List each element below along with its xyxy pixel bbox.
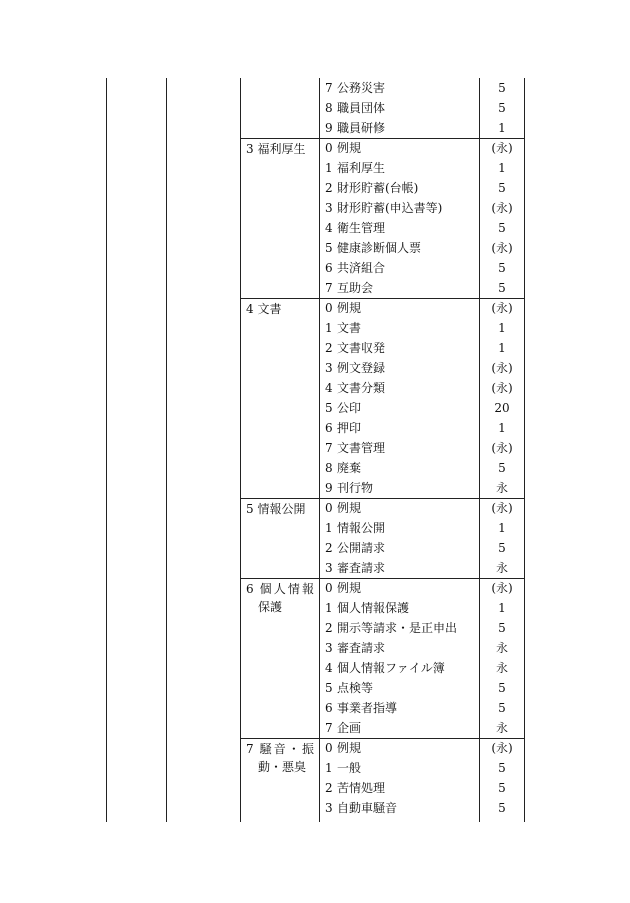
item-row	[325, 218, 385, 238]
item-row	[325, 78, 385, 98]
item-row	[325, 418, 361, 438]
item-name: 廃棄	[337, 461, 362, 475]
item-row	[325, 738, 361, 758]
item-row	[325, 578, 361, 598]
item-row	[325, 678, 373, 698]
item-name: 職員研修	[337, 121, 386, 135]
item-name: 財形貯蓄(申込書等)	[337, 201, 443, 215]
item-number: 1	[325, 321, 333, 335]
retention-period: 5	[498, 681, 506, 695]
item-name: 一般	[337, 761, 362, 775]
retention-period: (永)	[491, 241, 513, 255]
item-name: 自動車騒音	[337, 801, 398, 815]
item-name: 点検等	[337, 681, 374, 695]
column-rule-0	[106, 78, 107, 822]
item-row	[325, 258, 385, 278]
item-number: 6	[325, 261, 333, 275]
item-number: 0	[325, 741, 333, 755]
item-number: 0	[325, 501, 333, 515]
retention-period: 5	[498, 461, 506, 475]
item-row	[325, 598, 409, 618]
retention-period: 5	[498, 221, 506, 235]
category-label-line1: 7 騒音・振	[246, 742, 314, 756]
item-row	[325, 298, 361, 318]
item-name: 刊行物	[337, 481, 374, 495]
item-row	[325, 278, 373, 298]
category-cell	[246, 579, 314, 616]
retention-period: 5	[498, 761, 506, 775]
retention-period: 永	[495, 561, 508, 575]
item-number: 2	[325, 781, 333, 795]
retention-period: 5	[498, 621, 506, 635]
item-name: 公務災害	[337, 81, 386, 95]
item-row	[325, 178, 418, 198]
item-row	[325, 438, 385, 458]
category-cell	[246, 79, 314, 80]
category-cell	[246, 739, 314, 776]
item-name: 公印	[337, 401, 362, 415]
item-number: 1	[325, 521, 333, 535]
item-row	[325, 658, 445, 678]
category-label-line2: 保護	[258, 600, 283, 614]
item-number: 4	[325, 661, 333, 675]
item-number: 1	[325, 601, 333, 615]
item-row	[325, 618, 457, 638]
retention-period: 永	[495, 481, 508, 495]
item-number: 9	[325, 121, 333, 135]
item-number: 7	[325, 81, 333, 95]
item-number: 1	[325, 761, 333, 775]
retention-period: (永)	[491, 381, 513, 395]
item-number: 2	[325, 341, 333, 355]
item-name: 例規	[337, 581, 362, 595]
item-row	[325, 698, 397, 718]
item-row	[325, 638, 385, 658]
item-row	[325, 458, 361, 478]
retention-period: 5	[498, 181, 506, 195]
item-number: 0	[325, 581, 333, 595]
retention-period: 永	[495, 661, 508, 675]
retention-period: (永)	[491, 201, 513, 215]
item-name: 例規	[337, 501, 362, 515]
category-cell	[246, 139, 314, 158]
category-label-line1: 6 個人情報	[246, 582, 314, 596]
retention-period: 1	[498, 321, 506, 335]
item-name: 例規	[337, 141, 362, 155]
item-name: 健康診断個人票	[337, 241, 422, 255]
item-number: 3	[325, 561, 333, 575]
retention-period: 1	[498, 121, 506, 135]
item-row	[325, 478, 373, 498]
item-name: 企画	[337, 721, 362, 735]
item-row	[325, 158, 385, 178]
item-number: 4	[325, 381, 333, 395]
item-row	[325, 398, 361, 418]
item-number: 3	[325, 361, 333, 375]
item-name: 文書収発	[337, 341, 386, 355]
item-name: 文書管理	[337, 441, 386, 455]
item-number: 3	[325, 641, 333, 655]
retention-period: (永)	[491, 141, 513, 155]
item-row	[325, 538, 385, 558]
item-row	[325, 378, 385, 398]
item-number: 7	[325, 721, 333, 735]
item-number: 7	[325, 441, 333, 455]
item-number: 5	[325, 681, 333, 695]
retention-period: 1	[498, 421, 506, 435]
item-name: 苦情処理	[337, 781, 386, 795]
retention-period: 1	[498, 161, 506, 175]
item-name: 衛生管理	[337, 221, 386, 235]
retention-period: 5	[498, 81, 506, 95]
item-name: 職員団体	[337, 101, 386, 115]
item-number: 6	[325, 701, 333, 715]
item-number: 3	[325, 801, 333, 815]
item-name: 例規	[337, 301, 362, 315]
retention-period: 5	[498, 281, 506, 295]
item-number: 1	[325, 161, 333, 175]
item-name: 審査請求	[337, 561, 386, 575]
column-rule-5	[524, 78, 525, 822]
column-rule-1	[166, 78, 167, 822]
item-row	[325, 778, 385, 798]
retention-period: 1	[498, 601, 506, 615]
item-row	[325, 238, 421, 258]
item-name: 審査請求	[337, 641, 386, 655]
item-number: 9	[325, 481, 333, 495]
item-row	[325, 98, 385, 118]
retention-period: 5	[498, 261, 506, 275]
category-cell	[246, 499, 314, 518]
retention-period: (永)	[491, 501, 513, 515]
item-name: 財形貯蓄(台帳)	[337, 181, 419, 195]
retention-period: 5	[498, 781, 506, 795]
item-row	[325, 518, 385, 538]
category-label-line2: 動・悪臭	[258, 760, 307, 774]
item-number: 3	[325, 201, 333, 215]
item-number: 4	[325, 221, 333, 235]
item-name: 共済組合	[337, 261, 386, 275]
item-row	[325, 338, 385, 358]
item-number: 5	[325, 401, 333, 415]
retention-period: 永	[495, 721, 508, 735]
category-label: 5 情報公開	[246, 502, 306, 516]
item-name: 文書分類	[337, 381, 386, 395]
item-number: 0	[325, 141, 333, 155]
retention-period: 永	[495, 641, 508, 655]
item-name: 事業者指導	[337, 701, 398, 715]
column-rule-2	[240, 78, 241, 822]
item-row	[325, 718, 361, 738]
item-row	[325, 498, 361, 518]
item-number: 2	[325, 181, 333, 195]
item-name: 例文登録	[337, 361, 386, 375]
item-name: 公開請求	[337, 541, 386, 555]
item-row	[325, 798, 397, 818]
item-number: 2	[325, 621, 333, 635]
item-name: 押印	[337, 421, 362, 435]
retention-period: (永)	[491, 361, 513, 375]
item-row	[325, 198, 442, 218]
item-number: 8	[325, 101, 333, 115]
item-name: 情報公開	[337, 521, 386, 535]
retention-period: (永)	[491, 301, 513, 315]
retention-period: 20	[494, 401, 510, 415]
item-number: 8	[325, 461, 333, 475]
item-row	[325, 318, 361, 338]
retention-period: 5	[498, 541, 506, 555]
item-number: 0	[325, 301, 333, 315]
item-row	[325, 138, 361, 158]
category-label: 3 福利厚生	[246, 142, 306, 156]
item-number: 7	[325, 281, 333, 295]
item-name: 個人情報保護	[337, 601, 410, 615]
item-row	[325, 358, 385, 378]
column-rule-3	[319, 78, 320, 822]
item-name: 個人情報ファイル簿	[337, 661, 445, 675]
item-number: 2	[325, 541, 333, 555]
retention-period: 5	[498, 701, 506, 715]
retention-period: 5	[498, 801, 506, 815]
item-number: 6	[325, 421, 333, 435]
item-number: 5	[325, 241, 333, 255]
item-row	[325, 758, 361, 778]
item-name: 福利厚生	[337, 161, 386, 175]
item-name: 開示等請求・是正申出	[337, 621, 458, 635]
item-name: 例規	[337, 741, 362, 755]
retention-period: 1	[498, 521, 506, 535]
item-row	[325, 558, 385, 578]
retention-period: 1	[498, 341, 506, 355]
item-name: 文書	[337, 321, 362, 335]
item-row	[325, 118, 385, 138]
category-cell	[246, 299, 314, 318]
retention-period: (永)	[491, 581, 513, 595]
retention-period: 5	[498, 101, 506, 115]
retention-period: (永)	[491, 741, 513, 755]
category-label: 4 文書	[246, 302, 282, 316]
retention-period: (永)	[491, 441, 513, 455]
item-name: 互助会	[337, 281, 374, 295]
